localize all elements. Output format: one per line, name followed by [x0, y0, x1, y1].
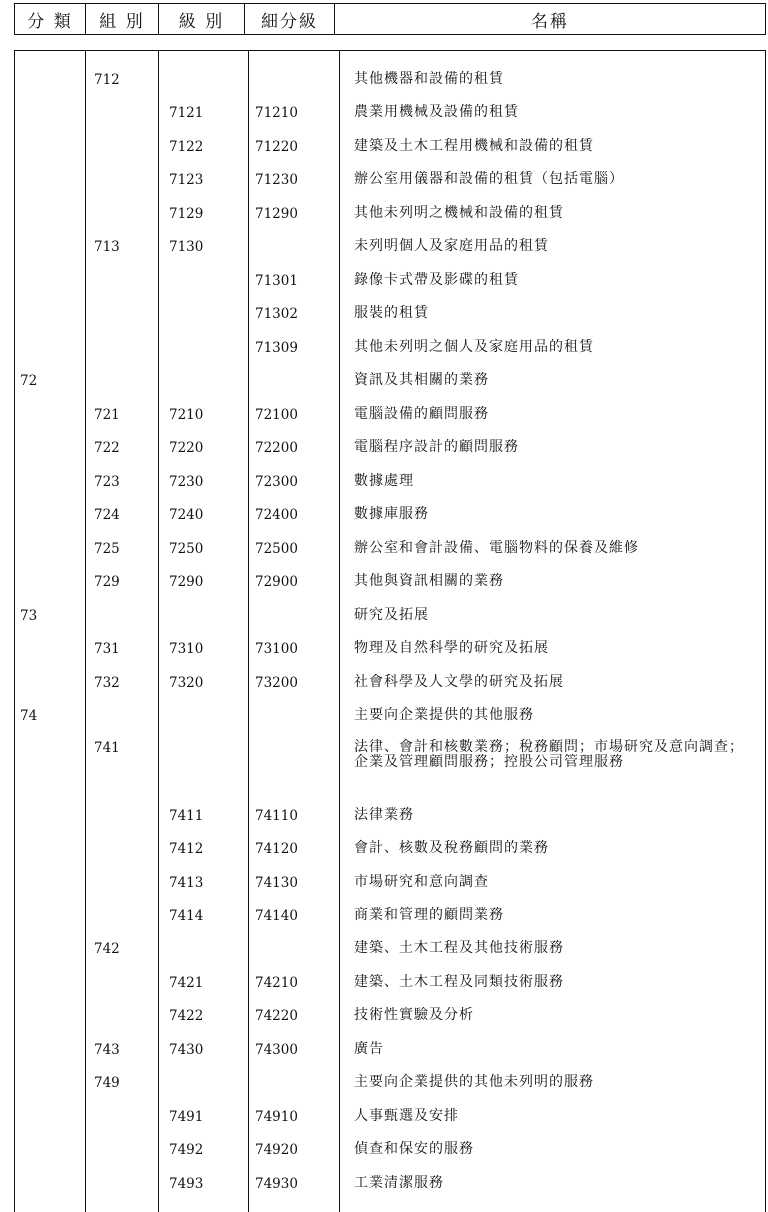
name-cell: 電腦設備的顧問服務 [354, 406, 489, 422]
name-cell: 其他未列明之個人及家庭用品的租賃 [354, 339, 594, 355]
class-cell: 7422 [169, 1008, 204, 1024]
name-cell: 主要向企業提供的其他服務 [354, 707, 534, 723]
name-cell: 其他與資訊相關的業務 [354, 573, 504, 589]
name-cell: 建築、土木工程及其他技術服務 [354, 940, 564, 956]
group-cell: 723 [94, 474, 120, 490]
name-cell: 研究及拓展 [354, 607, 429, 623]
subclass-cell: 74920 [255, 1142, 298, 1158]
name-cell: 其他未列明之機械和設備的租賃 [354, 205, 564, 221]
subclass-cell: 74110 [255, 808, 298, 824]
name-cell: 建築、土木工程及同類技術服務 [354, 974, 564, 990]
class-cell: 7320 [169, 675, 204, 691]
subclass-cell: 72100 [255, 407, 298, 423]
subclass-cell: 74120 [255, 841, 298, 857]
class-cell: 7414 [169, 908, 204, 924]
name-cell: 會計、核數及稅務顧問的業務 [354, 840, 549, 856]
name-cell: 資訊及其相關的業務 [354, 372, 489, 388]
subclass-cell: 74910 [255, 1109, 298, 1125]
group-cell: 749 [94, 1075, 120, 1091]
column-divider [248, 50, 249, 1212]
subclass-cell: 71220 [255, 139, 298, 155]
column-divider [85, 50, 86, 1212]
name-cell: 電腦程序設計的顧問服務 [354, 439, 519, 455]
name-cell: 數據庫服務 [354, 506, 429, 522]
class-cell: 7491 [169, 1109, 204, 1125]
subclass-cell: 71301 [255, 273, 298, 289]
header-class: 級 別 [159, 4, 245, 34]
subclass-cell: 74210 [255, 975, 298, 991]
group-cell: 743 [94, 1042, 120, 1058]
header-subclass: 細分級 [245, 4, 335, 34]
name-cell: 農業用機械及設備的租賃 [354, 104, 519, 120]
table-body-frame [14, 50, 766, 1212]
class-cell: 7413 [169, 875, 204, 891]
group-cell: 724 [94, 507, 120, 523]
name-cell: 法律業務 [354, 807, 414, 823]
name-cell: 社會科學及人文學的研究及拓展 [354, 674, 564, 690]
name-cell: 主要向企業提供的其他未列明的服務 [354, 1074, 594, 1090]
name-cell: 市場研究和意向調查 [354, 874, 489, 890]
subclass-cell: 74220 [255, 1008, 298, 1024]
subclass-cell: 72500 [255, 541, 298, 557]
group-cell: 731 [94, 641, 120, 657]
class-cell: 7129 [169, 206, 204, 222]
subclass-cell: 72300 [255, 474, 298, 490]
class-cell: 7130 [169, 239, 204, 255]
class-cell: 7310 [169, 641, 204, 657]
subclass-cell: 72900 [255, 574, 298, 590]
name-cell: 技術性實驗及分析 [354, 1007, 474, 1023]
name-cell: 錄像卡式帶及影碟的租賃 [354, 272, 519, 288]
subclass-cell: 73200 [255, 675, 298, 691]
class-cell: 7240 [169, 507, 204, 523]
name-cell: 建築及土木工程用機械和設備的租賃 [354, 138, 594, 154]
class-cell: 7122 [169, 139, 204, 155]
subclass-cell: 74300 [255, 1042, 298, 1058]
name-cell: 未列明個人及家庭用品的租賃 [354, 238, 549, 254]
column-divider [158, 50, 159, 1212]
category-cell: 74 [20, 708, 38, 724]
class-cell: 7492 [169, 1142, 204, 1158]
category-cell: 72 [20, 373, 38, 389]
name-cell: 偵查和保安的服務 [354, 1141, 474, 1157]
subclass-cell: 74930 [255, 1176, 298, 1192]
group-cell: 729 [94, 574, 120, 590]
category-cell: 73 [20, 608, 38, 624]
class-cell: 7493 [169, 1176, 204, 1192]
name-cell: 辦公室用儀器和設備的租賃（包括電腦） [354, 171, 624, 187]
subclass-cell: 71290 [255, 206, 298, 222]
class-cell: 7121 [169, 105, 204, 121]
table-header [14, 3, 766, 35]
class-cell: 7430 [169, 1042, 204, 1058]
subclass-cell: 72200 [255, 440, 298, 456]
name-cell: 工業清潔服務 [354, 1175, 444, 1191]
class-cell: 7411 [169, 808, 204, 824]
subclass-cell: 74140 [255, 908, 298, 924]
name-cell: 其他機器和設備的租賃 [354, 71, 504, 87]
name-cell: 服裝的租賃 [354, 305, 429, 321]
class-cell: 7421 [169, 975, 204, 991]
subclass-cell: 73100 [255, 641, 298, 657]
name-cell: 辦公室和會計設備、電腦物料的保養及維修 [354, 540, 639, 556]
group-cell: 712 [94, 72, 120, 88]
group-cell: 725 [94, 541, 120, 557]
subclass-cell: 71210 [255, 105, 298, 121]
subclass-cell: 74130 [255, 875, 298, 891]
name-cell: 法律、會計和核數業務；稅務顧問；市場研究及意向調查；企業及管理顧問服務；控股公司管理服務 [354, 739, 744, 770]
class-cell: 7412 [169, 841, 204, 857]
name-cell: 商業和管理的顧問業務 [354, 907, 504, 923]
class-cell: 7210 [169, 407, 204, 423]
name-cell: 物理及自然科學的研究及拓展 [354, 640, 549, 656]
column-divider [339, 50, 340, 1212]
group-cell: 742 [94, 941, 120, 957]
subclass-cell: 72400 [255, 507, 298, 523]
class-cell: 7220 [169, 440, 204, 456]
name-cell: 數據處理 [354, 473, 414, 489]
name-cell: 人事甄選及安排 [354, 1108, 459, 1124]
subclass-cell: 71230 [255, 172, 298, 188]
subclass-cell: 71309 [255, 340, 298, 356]
group-cell: 732 [94, 675, 120, 691]
header-group: 組 別 [86, 4, 159, 34]
subclass-cell: 71302 [255, 306, 298, 322]
group-cell: 713 [94, 239, 120, 255]
class-cell: 7250 [169, 541, 204, 557]
group-cell: 741 [94, 740, 120, 756]
group-cell: 722 [94, 440, 120, 456]
header-name: 名稱 [531, 11, 569, 32]
class-cell: 7123 [169, 172, 204, 188]
class-cell: 7230 [169, 474, 204, 490]
class-cell: 7290 [169, 574, 204, 590]
name-cell: 廣告 [354, 1041, 384, 1057]
group-cell: 721 [94, 407, 120, 423]
header-category: 分 類 [15, 4, 86, 34]
